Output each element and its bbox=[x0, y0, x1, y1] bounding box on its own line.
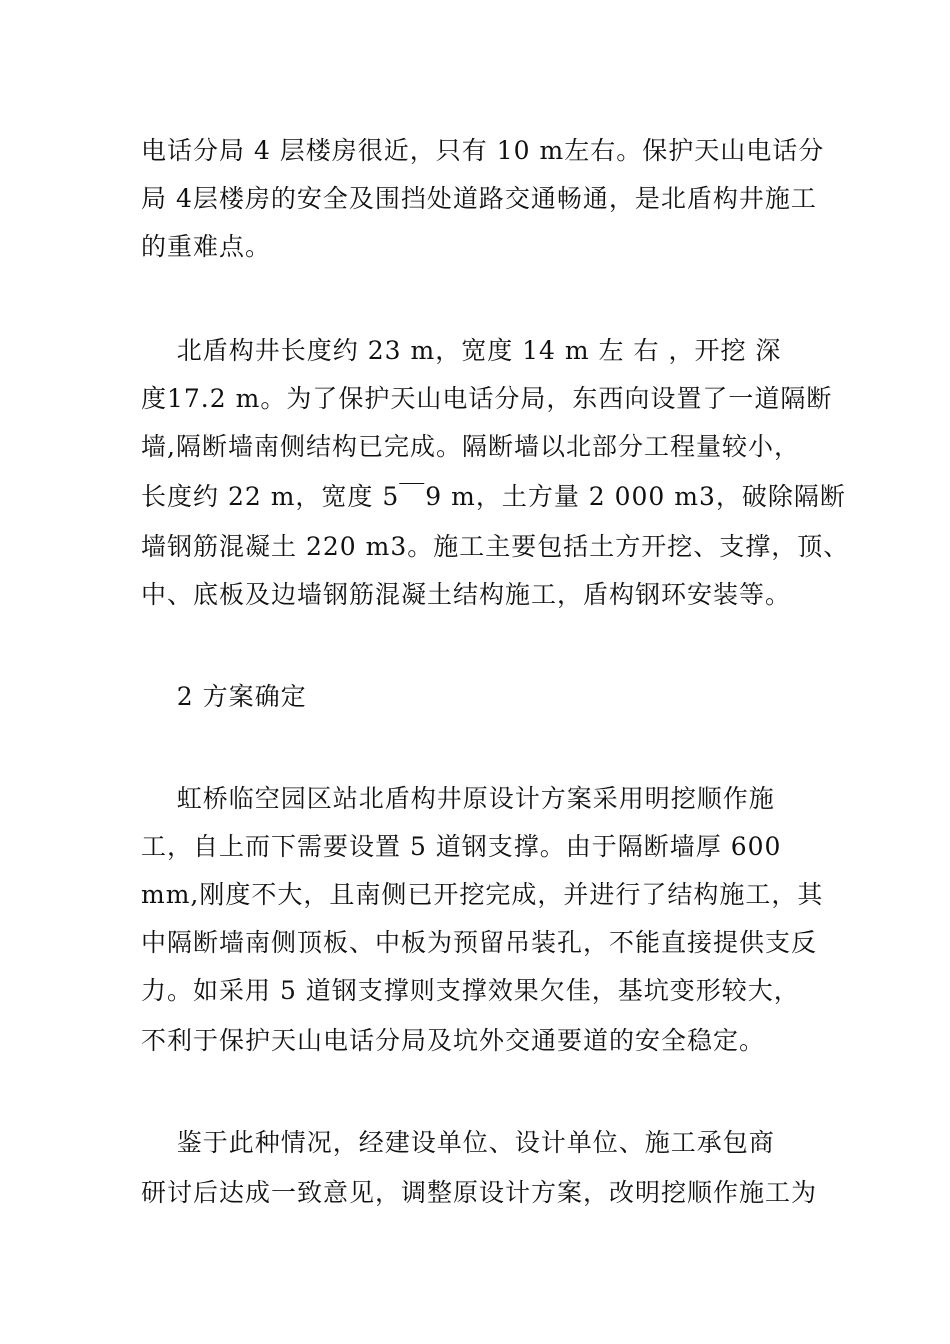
text-line: 度17.2 m。为了保护天山电话分局，东西向设置了一道隔断 bbox=[141, 384, 833, 413]
text-line: 中隔断墙南侧顶板、中板为预留吊装孔，不能直接提供支反 bbox=[141, 928, 818, 957]
text-line: 虹桥临空园区站北盾构井原设计方案采用明挖顺作施 bbox=[141, 784, 775, 813]
text-line: 墙,隔断墙南侧结构已完成。隔断墙以北部分工程量较小， bbox=[141, 432, 800, 461]
text-line: 局 4层楼房的安全及围挡处道路交通畅通，是北盾构井施工 bbox=[141, 184, 817, 213]
text-line: 力。如采用 5 道钢支撑则支撑效果欠佳，基坑变形较大， bbox=[141, 976, 800, 1005]
text-line: 北盾构井长度约 23 m，宽度 14 m 左 右 ，开挖 深 bbox=[141, 336, 782, 365]
section-heading: 2 方案确定 bbox=[141, 682, 307, 711]
text-line: 研讨后达成一致意见，调整原设计方案，改明挖顺作施工为 bbox=[141, 1178, 818, 1207]
text-line: 不利于保护天山电话分局及坑外交通要道的安全稳定。 bbox=[141, 1026, 766, 1055]
text-line: 中、底板及边墙钢筋混凝土结构施工，盾构钢环安装等。 bbox=[141, 580, 792, 609]
text-line: 电话分局 4 层楼房很近，只有 10 m左右。保护天山电话分 bbox=[141, 136, 825, 165]
text-line: mm,刚度不大，且南侧已开挖完成，并进行了结构施工，其 bbox=[141, 880, 824, 909]
text-line: 的重难点。 bbox=[141, 232, 272, 261]
text-line: 墙钢筋混凝土 220 m3。施工主要包括土方开挖、支撑，顶、 bbox=[141, 532, 850, 561]
text-line: 工，自上而下需要设置 5 道钢支撑。由于隔断墙厚 600 bbox=[141, 832, 782, 861]
text-line: 鉴于此种情况，经建设单位、设计单位、施工承包商 bbox=[141, 1128, 775, 1157]
text-line: 长度约 22 m，宽度 5￣9 m，土方量 2 000 m3，破除隔断 bbox=[141, 482, 846, 511]
